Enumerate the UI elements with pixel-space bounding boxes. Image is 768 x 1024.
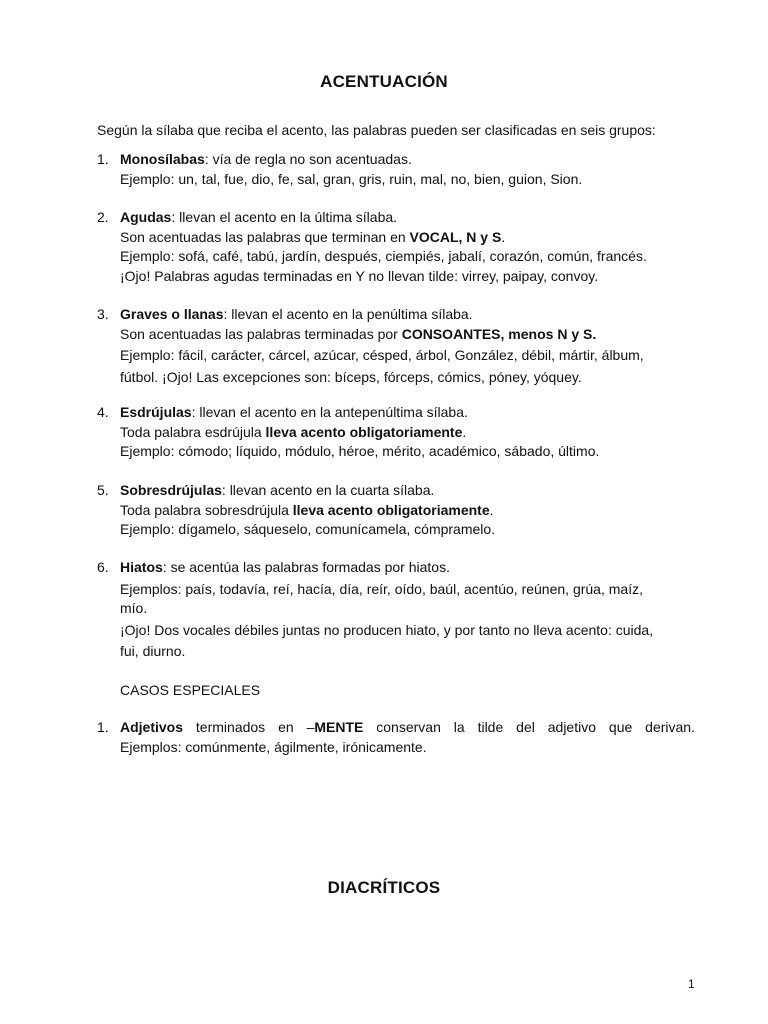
page-number: 1: [688, 977, 695, 991]
item-rule: [120, 325, 697, 345]
item-rule: [120, 423, 697, 443]
item-number: 5.: [97, 482, 109, 498]
item-term: Hiatos: [120, 559, 163, 575]
item-number: 6.: [97, 559, 109, 575]
item-example-continued: mío.: [120, 600, 148, 616]
item-example: Ejemplo: cómodo; líquido, módulo, héroe, mérito, académico, sábado, último.: [120, 443, 600, 459]
item-heading-line: [120, 403, 697, 423]
item-text-rest: conservan la tilde del adjetivo que derivan.: [363, 719, 695, 735]
rule-end: .: [462, 423, 467, 440]
rule-emphasis: CONSOANTES, menos N y S.: [401, 325, 597, 342]
list-item: [97, 558, 697, 662]
item-definition: : llevan el acento en la última sílaba.: [171, 209, 398, 225]
intro-paragraph: Según la sílaba que reciba el acento, las palabras pueden ser clasificadas en seis grupos:: [97, 122, 656, 138]
item-definition: : se acentúa las palabras formadas por hiatos.: [162, 559, 450, 575]
rule-emphasis: lleva acento obligatoriamente: [265, 423, 463, 440]
list-item: [97, 403, 697, 462]
item-number: 2.: [97, 209, 109, 225]
rule-end: .: [489, 501, 494, 518]
rule-text: Son acentuadas las palabras que terminan en: [120, 228, 410, 245]
item-note-continued: fui, diurno.: [120, 643, 186, 659]
item-term: Adjetivos: [120, 719, 184, 735]
rule-text: Toda palabra esdrújula: [120, 423, 266, 440]
item-definition: : llevan acento en la cuarta sílaba.: [221, 482, 435, 498]
item-example: Ejemplo: sofá, café, tabú, jardín, después, ciempiés, jabalí, corazón, común, francés.: [120, 248, 647, 264]
item-heading-line: [120, 481, 697, 501]
item-number: 3.: [97, 306, 109, 322]
rule-emphasis: VOCAL, N y S: [409, 228, 502, 245]
item-example: Ejemplo: fácil, carácter, cárcel, azúcar, césped, árbol, González, débil, mártir, álbum,: [120, 347, 644, 363]
rule-emphasis: lleva acento obligatoriamente: [292, 501, 490, 518]
special-list-item: [97, 718, 697, 757]
page-title: ACENTUACIÓN: [320, 72, 448, 91]
list-item: [97, 305, 697, 387]
section-heading-special-cases: CASOS ESPECIALES: [120, 682, 261, 698]
item-heading-line: [120, 150, 697, 170]
item-example: Ejemplos: comúnmente, ágilmente, irónicamente.: [120, 738, 427, 755]
item-definition: : llevan el acento en la antepenúltima sílaba.: [191, 404, 468, 420]
item-heading-line: [120, 718, 695, 738]
item-number: 4.: [97, 404, 109, 420]
rule-text: Son acentuadas las palabras terminadas por: [120, 325, 402, 342]
item-heading-line: [120, 558, 697, 578]
item-heading-line: [120, 305, 697, 325]
item-rule: [120, 228, 697, 248]
item-text: terminados en –: [183, 719, 315, 735]
rule-end: .: [501, 228, 506, 245]
item-rule: [120, 501, 697, 521]
item-note: ¡Ojo! Palabras agudas terminadas en Y no llevan tilde: virrey, paipay, convoy.: [120, 267, 599, 284]
item-example: Ejemplo: un, tal, fue, dio, fe, sal, gran, gris, ruin, mal, no, bien, guion, Sion.: [120, 170, 583, 187]
item-term: Sobresdrújulas: [120, 482, 222, 498]
list-item: [97, 481, 697, 540]
item-example: Ejemplos: país, todavía, reí, hacía, día, reír, oído, baúl, acentúo, reúnen, grúa, maíz,: [120, 580, 643, 597]
item-note: fútbol. ¡Ojo! Las excepciones son: bíceps, fórceps, cómics, póney, yóquey.: [120, 368, 582, 385]
item-number: 1.: [97, 151, 109, 167]
list-item: [97, 150, 697, 189]
item-note: ¡Ojo! Dos vocales débiles juntas no producen hiato, y por tanto no lleva acento: cuida,: [120, 621, 654, 638]
item-term: Agudas: [120, 209, 172, 225]
item-heading-line: [120, 208, 697, 228]
item-definition: : vía de regla no son acentuadas.: [204, 151, 412, 167]
item-emphasis: MENTE: [314, 719, 364, 735]
item-definition: : llevan el acento en la penúltima sílaba.: [223, 306, 473, 322]
item-number: 1.: [97, 719, 109, 735]
item-example: Ejemplo: dígamelo, sáqueselo, comunícamela, cómpramelo.: [120, 521, 496, 537]
rule-text: Toda palabra sobresdrújula: [120, 501, 293, 518]
item-term: Graves o llanas: [120, 306, 224, 322]
item-term: Esdrújulas: [120, 404, 192, 420]
item-term: Monosílabas: [120, 151, 205, 167]
list-item: [97, 208, 697, 286]
section-title-diacriticos: DIACRÍTICOS: [327, 878, 441, 897]
